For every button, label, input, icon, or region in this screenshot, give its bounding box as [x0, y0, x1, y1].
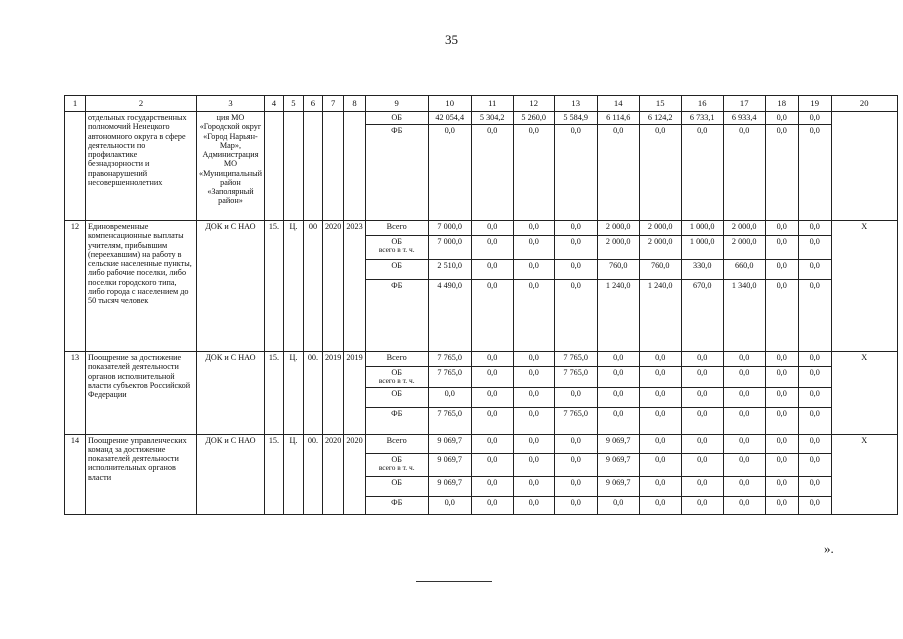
funding-source — [365, 352, 428, 367]
value-cell: 9 069,7 — [428, 434, 471, 453]
table-row — [65, 352, 898, 367]
value-cell: 0,0 — [681, 387, 723, 407]
value-cell: 2 000,0 — [597, 236, 639, 260]
funding-source — [365, 453, 428, 476]
value-cell: 0,0 — [471, 453, 513, 476]
value-cell: 0,0 — [723, 387, 765, 407]
value-cell: 7 765,0 — [554, 352, 597, 367]
value-cell: 0,0 — [798, 352, 831, 367]
value-cell: 0,0 — [765, 112, 798, 125]
executor-cell: ДОК и С НАО — [197, 352, 265, 435]
value-cell: 1 000,0 — [681, 221, 723, 236]
value-cell: 0,0 — [798, 280, 831, 352]
value-cell: 6 733,1 — [681, 112, 723, 125]
value-cell: 0,0 — [554, 125, 597, 221]
value-cell: 9 069,7 — [428, 476, 471, 496]
column-number-cell: 20 — [831, 96, 897, 112]
code-cell: 2019 — [344, 352, 365, 435]
funding-source-label: ОБ — [391, 388, 403, 398]
funding-source-note: всего в т. ч. — [378, 462, 415, 472]
value-cell: 0,0 — [681, 453, 723, 476]
value-cell: 0,0 — [471, 236, 513, 260]
value-cell: 0,0 — [597, 352, 639, 367]
value-cell: 0,0 — [513, 434, 554, 453]
value-cell: 0,0 — [513, 125, 554, 221]
value-cell: 0,0 — [639, 387, 681, 407]
value-cell: 6 114,6 — [597, 112, 639, 125]
note-cell — [831, 112, 897, 221]
note-cell: X — [831, 434, 897, 514]
value-cell: 0,0 — [513, 407, 554, 434]
code-cell: 2020 — [344, 434, 365, 514]
value-cell: 0,0 — [513, 496, 554, 514]
column-number-cell: 16 — [681, 96, 723, 112]
row-number-cell: 12 — [65, 221, 86, 352]
value-cell: 7 000,0 — [428, 221, 471, 236]
value-cell: 0,0 — [554, 280, 597, 352]
code-cell — [344, 112, 365, 221]
value-cell: 0,0 — [798, 407, 831, 434]
value-cell: 0,0 — [513, 280, 554, 352]
table-row — [65, 434, 898, 453]
value-cell: 0,0 — [471, 125, 513, 221]
value-cell: 0,0 — [798, 476, 831, 496]
value-cell: 42 054,4 — [428, 112, 471, 125]
value-cell: 7 765,0 — [428, 352, 471, 367]
note-cell: X — [831, 221, 897, 352]
value-cell: 0,0 — [428, 387, 471, 407]
funding-source-label: ОБ — [391, 237, 403, 246]
value-cell: 6 933,4 — [723, 112, 765, 125]
value-cell: 0,0 — [471, 352, 513, 367]
funding-source-label: ОБ — [391, 454, 403, 464]
value-cell: 7 765,0 — [554, 367, 597, 388]
column-number-cell: 19 — [798, 96, 831, 112]
value-cell: 0,0 — [681, 367, 723, 388]
column-number-cell: 8 — [344, 96, 365, 112]
value-cell: 0,0 — [554, 236, 597, 260]
executor-cell: ДОК и С НАО — [197, 434, 265, 514]
value-cell: 0,0 — [798, 221, 831, 236]
value-cell: 0,0 — [765, 496, 798, 514]
value-cell: 0,0 — [798, 125, 831, 221]
value-cell: 0,0 — [723, 125, 765, 221]
value-cell: 1 340,0 — [723, 280, 765, 352]
column-number-cell: 3 — [197, 96, 265, 112]
value-cell: 7 000,0 — [428, 236, 471, 260]
executor-cell: ДОК и С НАО — [197, 221, 265, 352]
value-cell: 0,0 — [765, 407, 798, 434]
value-cell: 0,0 — [639, 407, 681, 434]
code-cell — [303, 112, 322, 221]
value-cell: 670,0 — [681, 280, 723, 352]
value-cell: 0,0 — [765, 476, 798, 496]
value-cell: 0,0 — [765, 367, 798, 388]
funding-source: ОБ — [365, 112, 428, 125]
value-cell: 0,0 — [681, 476, 723, 496]
funding-source-label: Всего — [386, 353, 407, 362]
value-cell: 0,0 — [723, 352, 765, 367]
funding-source — [365, 387, 428, 407]
funding-source — [365, 407, 428, 434]
column-number-cell: 6 — [303, 96, 322, 112]
value-cell: 0,0 — [513, 352, 554, 367]
measure-description: Поощрение управленческих команд за достижение показателей деятельности исполнительных органов власти — [86, 434, 197, 514]
value-cell: 0,0 — [798, 496, 831, 514]
value-cell: 760,0 — [639, 260, 681, 280]
column-number-cell: 17 — [723, 96, 765, 112]
value-cell: 660,0 — [723, 260, 765, 280]
value-cell: 0,0 — [513, 453, 554, 476]
value-cell: 0,0 — [513, 367, 554, 388]
value-cell: 2 000,0 — [639, 236, 681, 260]
value-cell: 2 000,0 — [597, 221, 639, 236]
code-cell: 00. — [303, 434, 322, 514]
value-cell: 0,0 — [765, 434, 798, 453]
value-cell: 9 069,7 — [597, 434, 639, 453]
row-number-cell: 14 — [65, 434, 86, 514]
funding-source-label: ОБ — [391, 477, 403, 487]
value-cell: 0,0 — [554, 260, 597, 280]
value-cell: 0,0 — [765, 260, 798, 280]
column-number-cell: 4 — [264, 96, 283, 112]
value-cell: 0,0 — [798, 434, 831, 453]
code-cell: 15. — [264, 434, 283, 514]
value-cell: 0,0 — [681, 125, 723, 221]
value-cell: 0,0 — [513, 236, 554, 260]
value-cell: 0,0 — [723, 407, 765, 434]
funding-source-label: ФБ — [391, 497, 403, 507]
value-cell: 2 000,0 — [639, 221, 681, 236]
value-cell: 2 000,0 — [723, 221, 765, 236]
row-number-cell: 13 — [65, 352, 86, 435]
value-cell: 0,0 — [471, 221, 513, 236]
column-number-cell: 15 — [639, 96, 681, 112]
value-cell: 9 069,7 — [428, 453, 471, 476]
note-cell: X — [831, 352, 897, 435]
code-cell — [322, 112, 343, 221]
closing-quote: ». — [824, 541, 834, 556]
column-number-cell: 14 — [597, 96, 639, 112]
value-cell: 4 490,0 — [428, 280, 471, 352]
value-cell: 0,0 — [723, 496, 765, 514]
value-cell: 5 260,0 — [513, 112, 554, 125]
value-cell: 0,0 — [554, 387, 597, 407]
value-cell: 0,0 — [639, 367, 681, 388]
code-cell — [283, 112, 303, 221]
value-cell: 0,0 — [681, 407, 723, 434]
value-cell: 1 240,0 — [639, 280, 681, 352]
value-cell: 0,0 — [765, 453, 798, 476]
value-cell: 7 765,0 — [554, 407, 597, 434]
value-cell: 330,0 — [681, 260, 723, 280]
funding-source — [365, 221, 428, 236]
column-number-cell: 18 — [765, 96, 798, 112]
code-cell: 2023 — [344, 221, 365, 352]
column-number-cell: 10 — [428, 96, 471, 112]
measure-description: отдельных государственных полномочий Ненецкого автономного округа в сфере деятельности по профилактике безнадзорности и правонарушений несовершеннолетних — [86, 112, 197, 221]
value-cell: 0,0 — [554, 453, 597, 476]
header-row — [65, 96, 898, 112]
code-cell: 00. — [303, 352, 322, 435]
value-cell: 0,0 — [765, 221, 798, 236]
code-cell: 15. — [264, 221, 283, 352]
code-cell: 2020 — [322, 434, 343, 514]
row-number-cell — [65, 112, 86, 221]
column-number-cell: 13 — [554, 96, 597, 112]
value-cell: 0,0 — [639, 125, 681, 221]
value-cell: 0,0 — [798, 367, 831, 388]
value-cell: 0,0 — [513, 476, 554, 496]
funding-source — [365, 434, 428, 453]
column-number-cell: 12 — [513, 96, 554, 112]
code-cell: Ц. — [283, 221, 303, 352]
funding-source-label: Всего — [386, 222, 407, 231]
value-cell: 760,0 — [597, 260, 639, 280]
value-cell: 1 240,0 — [597, 280, 639, 352]
funding-source-label: ОБ — [391, 368, 403, 377]
value-cell: 0,0 — [471, 260, 513, 280]
value-cell: 0,0 — [765, 236, 798, 260]
table-row — [65, 221, 898, 236]
funding-source-label: Всего — [386, 435, 407, 445]
value-cell: 0,0 — [428, 496, 471, 514]
value-cell: 0,0 — [639, 434, 681, 453]
funding-source-note: всего в т. ч. — [378, 376, 415, 386]
code-cell: 2019 — [322, 352, 343, 435]
code-cell: 2020 — [322, 221, 343, 352]
value-cell: 0,0 — [471, 496, 513, 514]
funding-source-label: ФБ — [391, 408, 403, 418]
value-cell: 0,0 — [554, 496, 597, 514]
page-number: 35 — [445, 32, 458, 47]
value-cell: 0,0 — [723, 367, 765, 388]
funding-source-label: ОБ — [391, 261, 403, 270]
value-cell: 0,0 — [723, 453, 765, 476]
value-cell: 2 510,0 — [428, 260, 471, 280]
value-cell: 5 584,9 — [554, 112, 597, 125]
footer-rule — [416, 581, 492, 582]
column-number-cell: 9 — [365, 96, 428, 112]
value-cell: 0,0 — [681, 496, 723, 514]
funding-source-note: всего в т. ч. — [378, 245, 415, 255]
value-cell: 7 765,0 — [428, 367, 471, 388]
value-cell: 9 069,7 — [597, 476, 639, 496]
code-cell — [264, 112, 283, 221]
column-number-cell: 5 — [283, 96, 303, 112]
executor-cell: ция МО «Городской округ «Город Нарьян-Мар», Администрация МО «Муниципальный район «Заполярный район» — [197, 112, 265, 221]
table-row — [65, 112, 898, 125]
column-number-cell: 7 — [322, 96, 343, 112]
value-cell: 0,0 — [471, 367, 513, 388]
value-cell: 0,0 — [723, 434, 765, 453]
funding-source — [365, 496, 428, 514]
value-cell: 0,0 — [597, 125, 639, 221]
value-cell: 0,0 — [765, 280, 798, 352]
value-cell: 0,0 — [597, 496, 639, 514]
value-cell: 0,0 — [639, 352, 681, 367]
value-cell: 0,0 — [798, 453, 831, 476]
value-cell: 6 124,2 — [639, 112, 681, 125]
value-cell: 0,0 — [597, 367, 639, 388]
value-cell: 0,0 — [639, 453, 681, 476]
program-table — [64, 95, 898, 515]
funding-source: ФБ — [365, 125, 428, 221]
value-cell: 2 000,0 — [723, 236, 765, 260]
value-cell: 0,0 — [765, 352, 798, 367]
value-cell: 0,0 — [513, 260, 554, 280]
value-cell: 0,0 — [554, 221, 597, 236]
value-cell: 0,0 — [765, 125, 798, 221]
value-cell: 0,0 — [798, 387, 831, 407]
value-cell: 0,0 — [798, 260, 831, 280]
column-number-cell: 1 — [65, 96, 86, 112]
funding-source-label: ФБ — [391, 281, 403, 290]
measure-description: Поощрение за достижение показателей деятельности органов исполнительной власти субъектов Российской Федерации — [86, 352, 197, 435]
value-cell: 9 069,7 — [597, 453, 639, 476]
funding-source — [365, 476, 428, 496]
value-cell: 0,0 — [597, 387, 639, 407]
column-number-cell: 11 — [471, 96, 513, 112]
value-cell: 0,0 — [513, 387, 554, 407]
value-cell: 0,0 — [597, 407, 639, 434]
code-cell: Ц. — [283, 434, 303, 514]
value-cell: 0,0 — [554, 434, 597, 453]
value-cell: 0,0 — [639, 476, 681, 496]
value-cell: 0,0 — [513, 221, 554, 236]
code-cell: 15. — [264, 352, 283, 435]
value-cell: 0,0 — [471, 280, 513, 352]
value-cell: 1 000,0 — [681, 236, 723, 260]
funding-source — [365, 367, 428, 388]
code-cell: Ц. — [283, 352, 303, 435]
value-cell: 0,0 — [639, 496, 681, 514]
column-number-cell: 2 — [86, 96, 197, 112]
value-cell: 0,0 — [471, 476, 513, 496]
value-cell: 0,0 — [471, 387, 513, 407]
code-cell: 00 — [303, 221, 322, 352]
value-cell: 0,0 — [723, 476, 765, 496]
value-cell: 0,0 — [798, 236, 831, 260]
funding-source — [365, 280, 428, 352]
measure-description: Единовременные компенсационные выплаты учителям, прибывшим (переехавшим) на работу в сельские населенные пункты, либо рабочие поселки, либо поселки городского типа, либо города с населением до 50 тысяч человек — [86, 221, 197, 352]
value-cell: 0,0 — [428, 125, 471, 221]
funding-source — [365, 236, 428, 260]
value-cell: 0,0 — [471, 407, 513, 434]
value-cell: 0,0 — [765, 387, 798, 407]
value-cell: 0,0 — [554, 476, 597, 496]
funding-source — [365, 260, 428, 280]
value-cell: 0,0 — [681, 434, 723, 453]
value-cell: 5 304,2 — [471, 112, 513, 125]
value-cell: 7 765,0 — [428, 407, 471, 434]
value-cell: 0,0 — [681, 352, 723, 367]
value-cell: 0,0 — [471, 434, 513, 453]
value-cell: 0,0 — [798, 112, 831, 125]
